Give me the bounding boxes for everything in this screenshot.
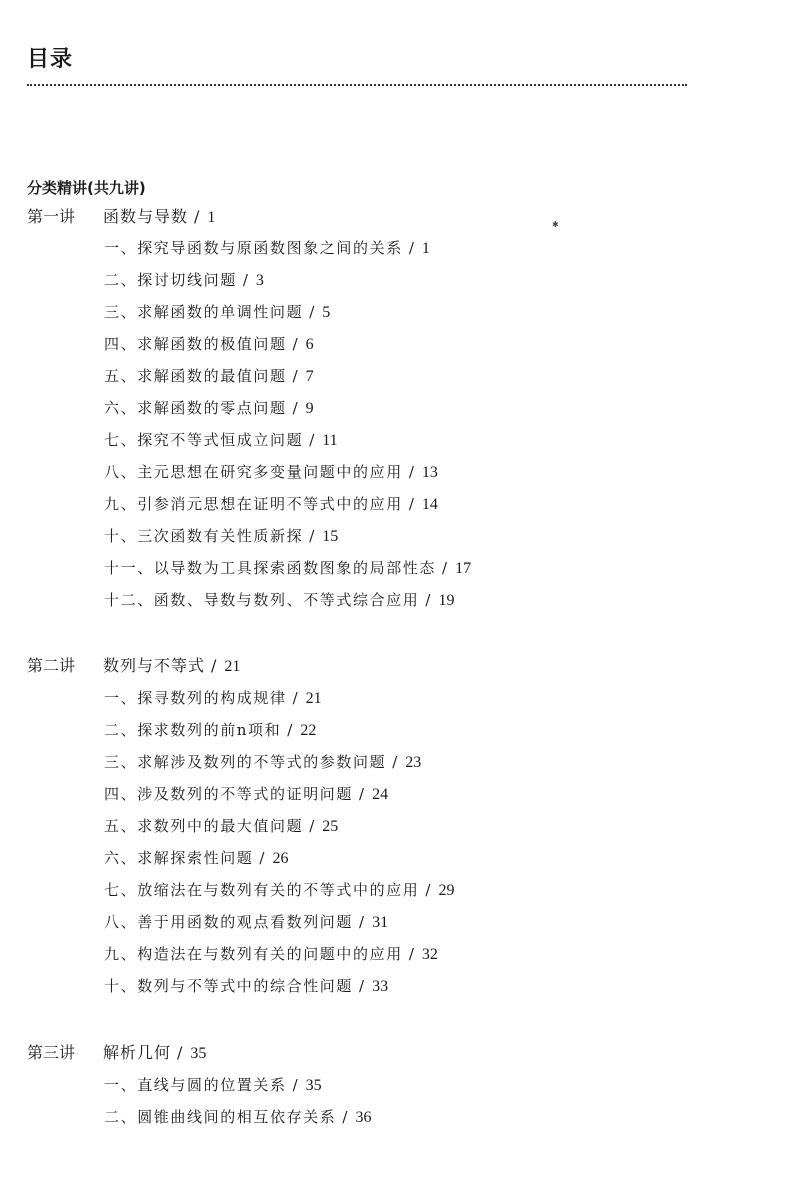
entry-title: 七、放缩法在与数列有关的不等式中的应用 xyxy=(104,881,420,899)
page-number: 24 xyxy=(372,786,389,803)
page-number: 25 xyxy=(322,818,339,835)
toc-entry[interactable] xyxy=(104,720,316,741)
toc-entry[interactable] xyxy=(104,752,421,773)
lecture-3-heading[interactable] xyxy=(27,1043,206,1064)
separator: / xyxy=(408,945,414,963)
separator: / xyxy=(309,527,315,545)
toc-entry[interactable] xyxy=(104,816,338,837)
toc-entry[interactable] xyxy=(104,462,438,483)
page-number: 9 xyxy=(305,400,314,417)
page-number: 17 xyxy=(455,560,472,577)
toc-entry[interactable] xyxy=(104,238,430,259)
toc-entry[interactable] xyxy=(104,912,388,933)
page-number: 21 xyxy=(305,690,322,707)
separator: / xyxy=(292,335,298,353)
toc-entry[interactable] xyxy=(104,558,471,579)
separator: / xyxy=(442,559,448,577)
toc-entry[interactable] xyxy=(104,784,388,805)
toc-entry[interactable] xyxy=(104,848,288,869)
lecture-1-heading[interactable] xyxy=(27,207,215,228)
page-number: 6 xyxy=(305,336,314,353)
section-heading: 分类精讲(共九讲) xyxy=(27,179,146,197)
toc-entry[interactable] xyxy=(104,430,338,451)
print-speck-mark: ✱ xyxy=(552,220,559,229)
page-number: 22 xyxy=(300,722,317,739)
page-number: 26 xyxy=(272,850,289,867)
page-number: 36 xyxy=(355,1109,372,1126)
page-number: 23 xyxy=(405,754,422,771)
page-number: 1 xyxy=(421,240,430,257)
separator: / xyxy=(259,849,265,867)
entry-title: 六、求解探索性问题 xyxy=(104,849,254,867)
page-number: 31 xyxy=(372,914,389,931)
separator: / xyxy=(425,591,431,609)
toc-entry[interactable] xyxy=(104,880,454,901)
entry-title: 十、三次函数有关性质新探 xyxy=(104,527,304,545)
entry-title: 九、引参消元思想在证明不等式中的应用 xyxy=(104,495,403,513)
toc-entry[interactable] xyxy=(104,302,330,323)
toc-entry[interactable] xyxy=(104,1107,371,1128)
lecture-2-heading[interactable] xyxy=(27,656,240,677)
lecture-label: 第一讲 xyxy=(27,207,76,226)
page-number: 11 xyxy=(322,432,338,449)
entry-title: 四、求解函数的极值问题 xyxy=(104,335,287,353)
entry-title: 八、主元思想在研究多变量问题中的应用 xyxy=(104,463,403,481)
separator: / xyxy=(408,463,414,481)
separator: / xyxy=(287,721,293,739)
separator: / xyxy=(309,817,315,835)
separator: / xyxy=(292,367,298,385)
page-number: 29 xyxy=(438,882,455,899)
toc-entry[interactable] xyxy=(104,270,264,291)
entry-title: 九、构造法在与数列有关的问题中的应用 xyxy=(104,945,403,963)
toc-entry[interactable] xyxy=(104,366,314,387)
entry-title: 六、求解函数的零点问题 xyxy=(104,399,287,417)
separator: / xyxy=(211,656,217,675)
lecture-label: 第二讲 xyxy=(27,656,76,675)
page-number: 14 xyxy=(421,496,438,513)
separator: / xyxy=(392,753,398,771)
entry-title: 二、探讨切线问题 xyxy=(104,271,237,289)
lecture-title: 函数与导数 xyxy=(103,207,189,226)
page-number: 35 xyxy=(305,1077,322,1094)
entry-title: 一、探究导函数与原函数图象之间的关系 xyxy=(104,239,403,257)
toc-entry[interactable] xyxy=(104,688,322,709)
page-number: 33 xyxy=(372,978,389,995)
entry-title: 四、涉及数列的不等式的证明问题 xyxy=(104,785,354,803)
separator: / xyxy=(242,271,248,289)
page-number: 5 xyxy=(322,304,331,321)
separator: / xyxy=(292,1076,298,1094)
entry-title: 五、求解函数的最值问题 xyxy=(104,367,287,385)
entry-title: 三、求解涉及数列的不等式的参数问题 xyxy=(104,753,387,771)
separator: / xyxy=(292,399,298,417)
entry-title: 一、直线与圆的位置关系 xyxy=(104,1076,287,1094)
toc-entry[interactable] xyxy=(104,976,388,997)
page-number: 35 xyxy=(190,1045,207,1062)
separator: / xyxy=(408,239,414,257)
toc-entry[interactable] xyxy=(104,334,314,355)
page-number: 19 xyxy=(438,592,455,609)
entry-title: 七、探究不等式恒成立问题 xyxy=(104,431,304,449)
page-number: 1 xyxy=(207,209,216,226)
lecture-title: 解析几何 xyxy=(103,1043,172,1062)
separator: / xyxy=(425,881,431,899)
entry-title: 十、数列与不等式中的综合性问题 xyxy=(104,977,354,995)
page-number: 21 xyxy=(224,658,241,675)
separator: / xyxy=(408,495,414,513)
toc-entry[interactable] xyxy=(104,1075,322,1096)
page-title: 目录 xyxy=(27,47,74,72)
page-number: 32 xyxy=(421,946,438,963)
entry-title: 二、圆锥曲线间的相互依存关系 xyxy=(104,1108,337,1126)
dotted-title-rule xyxy=(27,84,687,86)
separator: / xyxy=(177,1043,183,1062)
entry-title: 一、探寻数列的构成规律 xyxy=(104,689,287,707)
entry-title: 八、善于用函数的观点看数列问题 xyxy=(104,913,354,931)
separator: / xyxy=(342,1108,348,1126)
separator: / xyxy=(359,977,365,995)
entry-title: 五、求数列中的最大值问题 xyxy=(104,817,304,835)
toc-entry[interactable] xyxy=(104,526,338,547)
page-number: 3 xyxy=(255,272,264,289)
separator: / xyxy=(292,689,298,707)
entry-title: 三、求解函数的单调性问题 xyxy=(104,303,304,321)
entry-title: 十一、以导数为工具探索函数图象的局部性态 xyxy=(104,559,437,577)
toc-entry[interactable] xyxy=(104,590,454,611)
page-number: 15 xyxy=(322,528,339,545)
separator: / xyxy=(359,785,365,803)
separator: / xyxy=(309,303,315,321)
separator: / xyxy=(309,431,315,449)
lecture-title: 数列与不等式 xyxy=(103,656,206,675)
entry-title: 二、探求数列的前n项和 xyxy=(104,721,282,739)
separator: / xyxy=(359,913,365,931)
page-number: 7 xyxy=(305,368,314,385)
toc-entry[interactable] xyxy=(104,398,314,419)
separator: / xyxy=(194,207,200,226)
entry-title: 十二、函数、导数与数列、不等式综合应用 xyxy=(104,591,420,609)
toc-entry[interactable] xyxy=(104,944,438,965)
page-number: 13 xyxy=(421,464,438,481)
lecture-label: 第三讲 xyxy=(27,1043,76,1062)
toc-entry[interactable] xyxy=(104,494,438,515)
